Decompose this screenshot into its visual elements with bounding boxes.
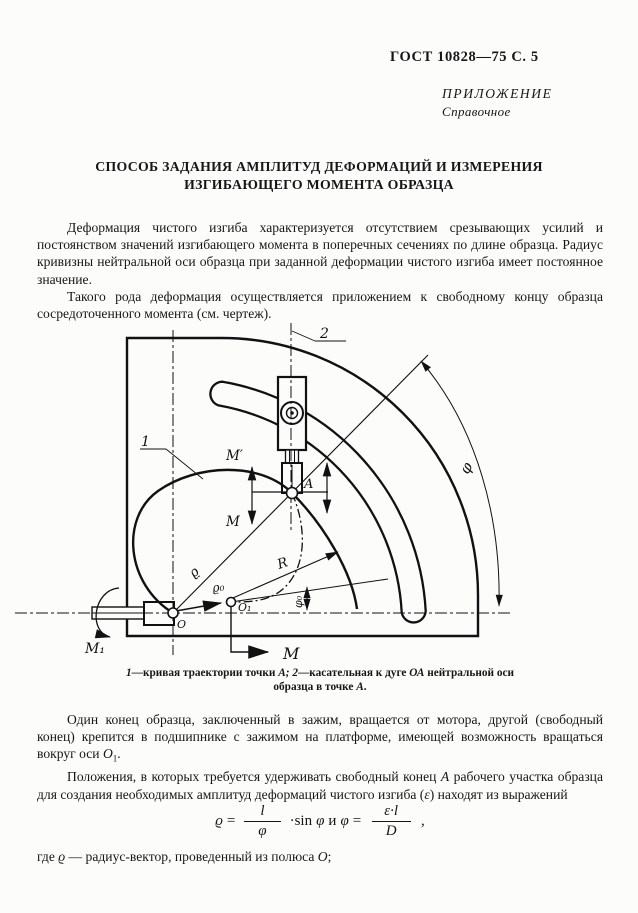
paragraph-1: Деформация чистого изгиба характеризуется отсутствием срезывающих усилий и постоянством значений изгибающего момента в поперечных сечениях по длине образца. Радиус кривизны нейтральной оси образца при заданной деформации чистого изгиба имеет постоянное значение. [37,220,603,287]
title-line-1: СПОСОБ ЗАДАНИЯ АМПЛИТУД ДЕФОРМАЦИЙ И ИЗМЕРЕНИЯ [95,159,543,174]
formula-phi-2: φ [340,813,349,829]
label-phi: φ [455,459,477,477]
caption-text: образца в точке [273,680,357,693]
title-line-2: ИЗГИБАЮЩЕГО МОМЕНТА ОБРАЗЦА [184,176,454,192]
formula-fraction-1 [244,803,280,840]
figure-callout-2: 2 [320,326,329,342]
caption-line-2 [60,681,580,695]
paragraph-5 [37,849,603,865]
fraction-2-numerator: ε·l [384,803,399,819]
epsilon-ref: ε [424,786,430,802]
label-rho: ϱ [185,563,203,581]
figure-callout-1: 1 [141,434,150,450]
formula-and: и [328,813,337,829]
paragraph-3 [37,711,603,768]
specimen-arc [233,493,302,602]
clamp-assembly [278,377,306,493]
caption-text: —касательная к дуге [298,667,410,679]
fraction-1-numerator: l [260,803,265,819]
center-lines [15,323,510,655]
label-point-a: A [304,477,314,492]
paragraph-4-text: Положения, в которых требуется удерживать свободный конец [67,769,441,785]
pole-o-ref: О [317,849,328,864]
caption-text: нейтральной оси [424,667,514,679]
caption-point-a: А [356,680,364,693]
formula-fraction-2 [370,803,412,840]
figure-drawing [0,320,638,665]
rho-ref: ϱ [58,849,66,864]
paragraph-4 [37,768,603,802]
paragraph-2: Такого рода деформация осуществляется приложением к свободному концу образца сосредоточенного момента (см. чертеж). [37,288,603,322]
page-header-gost: ГОСТ 10828—75 С. 5 [390,49,539,65]
label-r: R [275,554,290,573]
formula-equals: = [226,813,236,829]
formula-sin: ·sin [289,813,313,829]
caption-line-1 [60,667,580,681]
caption-num-2: 2 [292,667,298,679]
fraction-1-denominator: φ [244,821,280,840]
callout-leaders [140,331,346,479]
fraction-2-denominator: D [372,821,411,840]
label-phi0: φ₀ [292,595,305,608]
axis-o1-ref: О [102,746,113,762]
label-m-left: M [226,514,240,530]
paragraph-3-text: Один конец образца, заключенный в зажим, вращается от мотора, другой (свободный конец) крепится в подшипнике с зажимом на платформе, имеющей возможность вращаться вокруг оси [37,712,603,762]
figure-caption [60,667,580,694]
caption-num-1: 1 [125,667,132,679]
label-m-bottom: M [283,644,300,663]
formula-rho: ϱ [215,813,223,829]
label-o: О [177,618,187,631]
label-m1: M₁ [85,641,105,657]
dimension-lines [173,355,499,613]
label-rho0: ϱ₀ [211,579,226,595]
intro-text [37,219,603,322]
formula [37,803,603,840]
annex-label: ПРИЛОЖЕНИЕ [442,86,553,101]
guide-slot [210,382,425,623]
paragraph-5-end: ; [327,849,332,864]
annex-sublabel: Справочное [442,104,511,119]
caption-oa: ОА [409,667,425,679]
label-m-prime: M′ [226,448,243,464]
document-title [40,158,598,193]
axis-o1-sub: 1 [112,754,118,765]
point-a-ref: А [440,769,450,785]
paragraph-4-end: ) находят из выражений [429,786,568,802]
paragraph-5-text: где [37,849,59,864]
body-text [37,711,603,803]
formula-equals-2: = [352,813,362,829]
label-o1: О₁ [238,601,252,614]
caption-text: —кривая траектории точки [131,667,279,679]
caption-point-a: А; [278,667,293,679]
paragraph-4-text: рабочего участка образца для создания необходимых амплитуд деформаций чистого изгиба ( [37,769,603,802]
formula-comma: , [421,813,425,829]
formula-phi-1: φ [316,813,325,829]
trajectory-curve [133,470,357,613]
paragraph-3-end: . [117,746,121,762]
paragraph-5-text: — радиус-вектор, проведенный из полюса [65,849,318,864]
caption-text: . [363,680,367,693]
